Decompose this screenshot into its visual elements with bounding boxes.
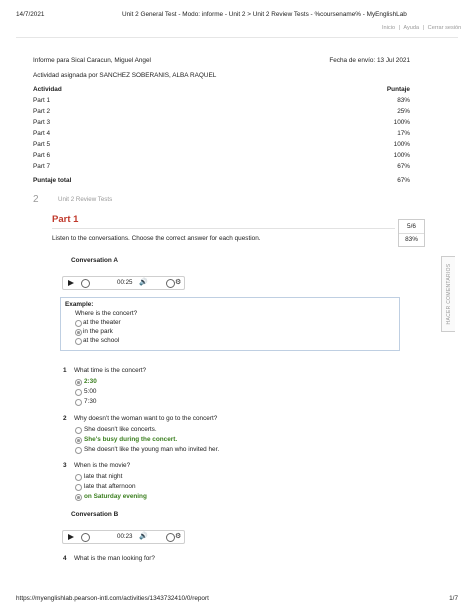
activity-score: 67% [397, 163, 410, 170]
activity-name: Part 4 [33, 130, 51, 137]
question-text: What time is the concert? [74, 367, 147, 374]
part-score-percent: 83% [405, 236, 418, 243]
question-text: Why doesn't the woman want to go to the concert? [74, 415, 218, 422]
volume-icon[interactable]: 🔊 [139, 533, 148, 540]
part-title-underline [52, 228, 395, 229]
answer-option-radio[interactable] [75, 427, 82, 434]
header-divider [16, 37, 458, 38]
volume-handle[interactable] [166, 279, 175, 288]
question-number: 4 [63, 555, 67, 562]
example-option-label: in the park [83, 328, 113, 335]
answer-option-radio[interactable] [75, 484, 82, 491]
answer-option-label: 7:30 [84, 398, 97, 405]
print-page-number: 1/7 [449, 595, 458, 602]
nav-cerrar-sesion-link[interactable]: Cerrar sesión [427, 25, 462, 31]
audio-time: 00:25 [117, 279, 133, 286]
activity-score: 17% [397, 130, 410, 137]
audio-player-a [62, 276, 185, 290]
activity-score: 100% [393, 119, 410, 126]
col-score-header: Puntaje [386, 86, 410, 93]
answer-option-radio[interactable] [75, 494, 82, 501]
activity-name: Part 7 [33, 163, 51, 170]
assigned-by: Actividad asignada por SANCHEZ SOBERANIS, ALBA RAQUEL [33, 72, 217, 79]
example-option-radio[interactable] [75, 338, 82, 345]
activity-name: Part 2 [33, 108, 51, 115]
conversation-a-title: Conversation A [71, 257, 118, 264]
part-score-box [398, 219, 425, 247]
answer-option-radio[interactable] [75, 474, 82, 481]
score-table-row [33, 141, 410, 152]
top-nav [382, 25, 461, 31]
score-table-row [33, 152, 410, 163]
gear-icon[interactable]: ⚙ [175, 533, 182, 540]
example-question: Where is the concert? [75, 310, 138, 317]
seek-handle[interactable] [81, 533, 90, 542]
volume-icon[interactable]: 🔊 [139, 279, 148, 286]
nav-ayuda-link[interactable]: Ayuda [403, 25, 420, 31]
selected-answer-label: on Saturday evening [84, 493, 147, 500]
activity-score: 100% [393, 141, 410, 148]
activity-name: Part 3 [33, 119, 51, 126]
answer-option-label: She doesn't like the young man who invited her. [84, 446, 220, 453]
selected-answer-label: She's busy during the concert. [84, 436, 178, 443]
activity-score: 83% [397, 97, 410, 104]
example-option-label: at the school [83, 337, 120, 344]
question-number: 3 [63, 462, 67, 469]
answer-option-label: She doesn't like concerts. [84, 426, 157, 433]
score-table-row [33, 130, 410, 141]
question-number: 2 [63, 415, 67, 422]
feedback-side-tab[interactable] [441, 256, 455, 332]
answer-option-radio[interactable] [75, 389, 82, 396]
score-table-row [33, 163, 410, 174]
conversation-b-title: Conversation B [71, 511, 119, 518]
answer-option-radio[interactable] [75, 447, 82, 454]
activity-score: 25% [397, 108, 410, 115]
answer-option-label: late that night [84, 473, 123, 480]
score-table-header [33, 86, 410, 97]
answer-option-radio[interactable] [75, 379, 82, 386]
col-activity-header: Actividad [33, 86, 62, 93]
volume-handle[interactable] [166, 533, 175, 542]
example-option-label: at the theater [83, 319, 121, 326]
question-text: When is the movie? [74, 462, 131, 469]
activity-score: 100% [393, 152, 410, 159]
answer-option-label: late that afternoon [84, 483, 136, 490]
activity-name: Part 6 [33, 152, 51, 159]
part-title: Part 1 [52, 214, 79, 225]
part-instructions: Listen to the conversations. Choose the correct answer for each question. [52, 235, 261, 242]
score-table-row [33, 108, 410, 119]
answer-option-radio[interactable] [75, 437, 82, 444]
score-table-row [33, 119, 410, 130]
example-option-radio[interactable] [75, 329, 82, 336]
total-label: Puntaje total [33, 177, 72, 184]
answer-option-radio[interactable] [75, 399, 82, 406]
example-title: Example: [65, 301, 94, 308]
audio-time: 00:23 [117, 533, 133, 540]
activity-name: Part 1 [33, 97, 51, 104]
score-total-row [33, 177, 410, 188]
part-score-fraction: 5/6 [407, 223, 416, 230]
activity-name: Part 5 [33, 141, 51, 148]
nav-separator: | [398, 25, 401, 31]
print-date: 14/7/2021 [16, 11, 45, 18]
question-text: What is the man looking for? [74, 555, 155, 562]
seek-handle[interactable] [81, 279, 90, 288]
example-option-radio[interactable] [75, 320, 82, 327]
gear-icon[interactable]: ⚙ [175, 279, 182, 286]
student-name: Informe para Sical Caracun, Miguel Angel [33, 57, 151, 64]
selected-answer-label: 2:30 [84, 378, 97, 385]
audio-player-b [62, 530, 185, 544]
submit-date: Fecha de envío: 13 Jul 2021 [329, 57, 410, 64]
unit-label[interactable]: Unit 2 Review Tests [58, 196, 113, 203]
answer-option-label: 5:00 [84, 388, 97, 395]
question-number: 1 [63, 367, 67, 374]
nav-inicio-link[interactable]: Inicio [382, 25, 396, 31]
print-title: Unit 2 General Test - Modo: informe - Unit 2 > Unit 2 Review Tests - %coursename% - MyEnglishLab [122, 11, 407, 18]
nav-separator: | [422, 25, 425, 31]
example-box [60, 297, 400, 351]
score-table-row [33, 97, 410, 108]
play-icon[interactable] [68, 280, 74, 286]
play-icon[interactable] [68, 534, 74, 540]
print-url: https://myenglishlab.pearson-intl.com/activities/1343732410/0/report [16, 595, 209, 602]
unit-number: 2 [33, 194, 39, 205]
total-score: 67% [397, 177, 410, 184]
feedback-side-tab-label: HACER COMENTARIOS [446, 263, 452, 325]
